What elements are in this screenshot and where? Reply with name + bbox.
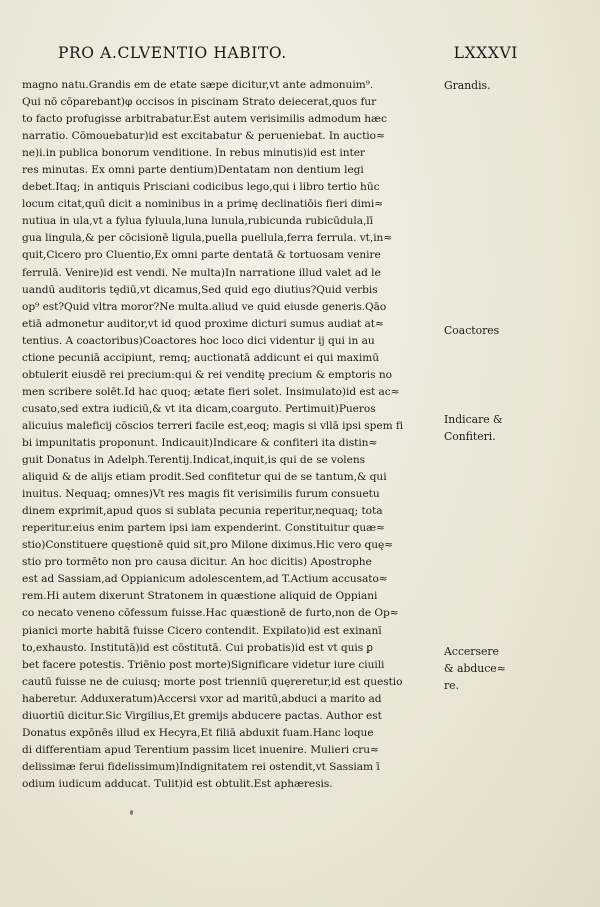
text-line: di differentiam apud Terentium passim licet inuenire. Mulieri cru≈ bbox=[22, 743, 379, 756]
text-line: est ad Sassiam,ad Oppianicum adolescentem,ad T.Actium accusato≈ bbox=[22, 573, 388, 586]
text-line: quit,Cicero pro Cluentio,Ex omni parte dentatā & tortuosam venire bbox=[22, 249, 381, 262]
paper-speck bbox=[130, 810, 133, 815]
text-line: ctione pecuniā accipiunt, remq; auctionatā addicunt ei qui maximū bbox=[22, 351, 379, 364]
margin-notes bbox=[444, 0, 594, 907]
margin-note-line: re. bbox=[444, 679, 459, 692]
text-line: narratio. Cōmouebatur)id est excitabatur & perueniebat. In auctio≈ bbox=[22, 130, 385, 143]
margin-note-line: & abduce≈ bbox=[444, 662, 506, 675]
text-line: to,exhausto. Institutā)id est cōstitutā. Cui probatis)id est vt quis ꝑ bbox=[22, 641, 374, 654]
text-line: magno natu.Grandis em de etate sæpe dicitur,vt ante admonuim⁹. bbox=[22, 79, 374, 91]
text-line: Qui nō cōparebant)φ occisos in piscinam Strato deiecerat,quos fur bbox=[22, 96, 377, 109]
margin-note-line: Accersere bbox=[444, 645, 499, 658]
text-line: stio pro tormēto non pro causa dicitur. An hoc dicitis) Apostrophe bbox=[22, 556, 372, 569]
text-line: res minutas. Ex omni parte dentium)Dentatam non dentium legi bbox=[22, 164, 364, 177]
text-line: etiā admonetur auditor,vt id quod proxime dicturi sumus audiat at≈ bbox=[22, 317, 384, 330]
text-line: uandū auditoris tędiū,vt dicamus,Sed quid ego diutius?Quid verbis bbox=[22, 283, 378, 296]
text-line: diuortiū dicitur.Sic Virgilius,Et gremijs abducere pactas. Author est bbox=[22, 709, 382, 722]
text-line: guit Donatus in Adelph.Terentij.Indicat,inquit,is qui de se volens bbox=[22, 454, 366, 467]
text-line: inuitus. Nequaq; omnes)Vt res magis fit verisimilis furum consuetu bbox=[22, 488, 380, 501]
text-line: bet facere potestis. Triēnio post morte)Significare videtur iure ciuili bbox=[22, 658, 385, 671]
text-line: co necato veneno cōfessum fuisse.Hac quæstionē de furto,non de Op≈ bbox=[22, 607, 399, 620]
folio-number: LXXXVI bbox=[453, 44, 518, 62]
text-line: odium iudicum adducat. Tulit)id est obtulit.Est aphæresis. bbox=[22, 777, 333, 790]
margin-note-line: Indicare & bbox=[444, 413, 503, 426]
text-line: bi impunitatis proponunt. Indicauit)Indicare & confiteri ita distin≈ bbox=[22, 436, 378, 449]
text-line: gua lingula,& per cōcisionē ligula,puella puellula,ferra ferrula. vt,in≈ bbox=[22, 232, 393, 245]
text-line: ne)i.in publica bonorum venditione. In rebus minutis)id est inter bbox=[22, 147, 365, 160]
margin-note-grandis bbox=[444, 77, 491, 94]
text-line: pianici morte habitā fuisse Cicero contendit. Expilato)id est exinanī bbox=[22, 624, 382, 637]
text-line: Donatus expōnēs illud ex Hecyra,Et filiā abduxit fuam.Hanc loque bbox=[22, 726, 374, 739]
text-line: debet.Itaq; in antiquis Prisciani codicibus lego,qui i libro tertio hūc bbox=[22, 181, 380, 194]
margin-note-indicare-confiteri bbox=[444, 411, 503, 445]
text-line: locum citat,quū dicit a nominibus in a primę declinatiōis fieri dimi≈ bbox=[22, 198, 384, 211]
text-line: ferrulā. Venire)id est vendi. Ne multa)In narratione illud valet ad le bbox=[22, 266, 381, 279]
text-line: alicuius maleficij cōscios terreri facile est,eoq; magis si vllā ipsi spem fi bbox=[22, 419, 404, 432]
text-line: op⁹ est?Quid vltra moror?Ne multa.aliud ve quid eiusde generis.Qāo bbox=[22, 300, 387, 313]
commentary-text-block bbox=[22, 77, 442, 793]
text-line: cusato,sed extra iudiciū,& vt ita dicam,coarguto. Pertimuit)Pueros bbox=[22, 402, 376, 415]
text-line: delissimæ ferui fidelissimum)Indignitatem rei ostendit,vt Sassiam ī bbox=[22, 760, 380, 773]
text-line: dinem exprimit,apud quos si sublata pecunia reperitur,nequaq; tota bbox=[22, 505, 383, 518]
text-line: obtulerit eiusdē rei precium:qui & rei venditę precium & emptoris no bbox=[22, 368, 392, 381]
text-line: reperitur.eius enim partem ipsi iam expenderint. Constituitur quæ≈ bbox=[22, 522, 385, 535]
margin-note-accersere-abducere bbox=[444, 643, 506, 694]
margin-note-line: Coactores bbox=[444, 324, 500, 337]
text-line: tentius. A coactoribus)Coactores hoc loco dici videntur ij qui in au bbox=[22, 334, 375, 347]
text-line: stio)Constituere quęstionē quid sit,pro Milone diximus.Hic vero quę≈ bbox=[22, 539, 394, 552]
margin-note-coactores bbox=[444, 322, 499, 339]
margin-note-line: Confiteri. bbox=[444, 430, 496, 443]
text-line: haberetur. Adduxeratum)Accersi vxor ad maritū,abduci a marito ad bbox=[22, 692, 382, 705]
text-line: nutiua in ula,vt a fylua fyluula,luna lunula,rubicunda rubicūdula,lī bbox=[22, 215, 373, 228]
running-title: PRO A.CLVENTIO HABITO. bbox=[58, 44, 287, 62]
text-line: men scribere solēt.Id hac quoq; ætate fieri solet. Insimulato)id est ac≈ bbox=[22, 385, 400, 398]
text-line: rem.Hi autem dixerunt Stratonem in quæstione aliquid de Oppiani bbox=[22, 590, 378, 603]
text-line: to facto profugisse arbitrabatur.Est autem verisimilis admodum hæc bbox=[22, 113, 387, 126]
margin-note-line: Grandis. bbox=[444, 79, 491, 92]
text-line: aliquid & de alijs etiam prodit.Sed confitetur qui de se tantum,& qui bbox=[22, 471, 387, 484]
text-line: cautū fuisse ne de cuiusq; morte post trienniū quęreretur,id est questio bbox=[22, 675, 403, 688]
